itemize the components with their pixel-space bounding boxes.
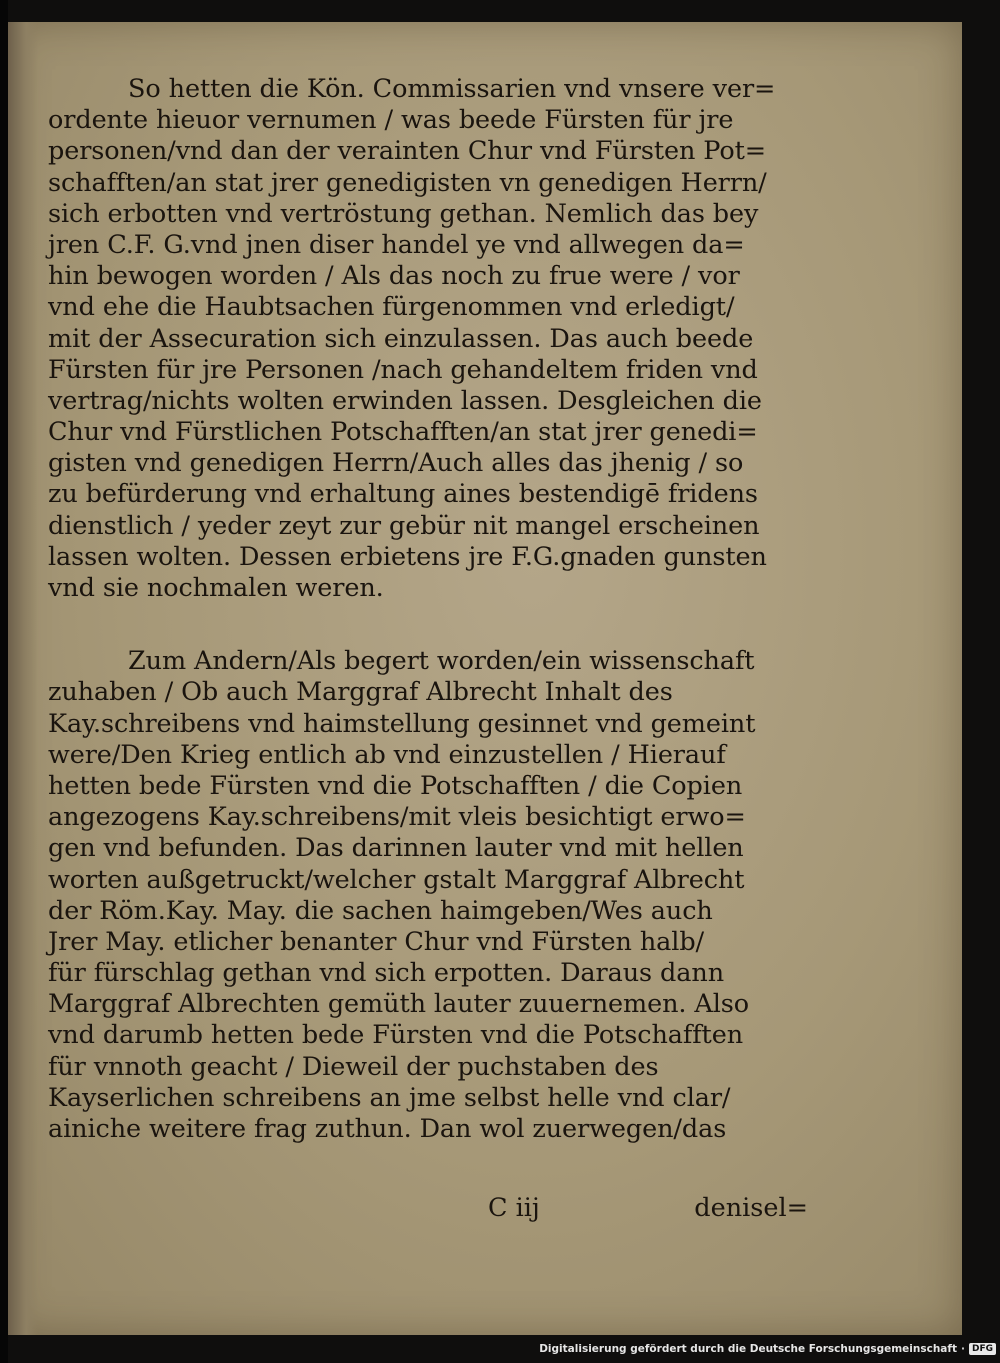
text-line: vnd sie nochmalen weren. — [48, 573, 384, 603]
text-line: worten außgetruckt/welcher gstalt Marggraf Albrecht — [48, 864, 745, 895]
text-line: personen/vnd dan der verainten Chur vnd Fürsten Pot= — [48, 136, 766, 167]
text-line: vnd darumb hetten bede Fürsten vnd die Potschafften — [48, 1020, 744, 1051]
digitization-credit — [539, 1339, 1000, 1359]
page-text — [48, 74, 808, 1145]
text-line: der Röm.Kay. May. die sachen haimgeben/Wes auch — [48, 895, 713, 926]
text-line: Marggraf Albrechten gemüth lauter zuuernemen. Also — [48, 989, 750, 1020]
paragraph-2 — [48, 646, 808, 1145]
credit-separator: · — [960, 1343, 965, 1355]
text-line: ordente hieuor vernumen / was beede Fürsten für jre — [48, 105, 734, 136]
text-line: Kay.schreibens vnd haimstellung gesinnet vnd gemeint — [48, 708, 756, 739]
text-line: were/Den Krieg entlich ab vnd einzustellen / Hierauf — [48, 739, 726, 770]
paragraph-1 — [48, 74, 808, 604]
text-line: schafften/an stat jrer genedigisten vn genedigen Herrn/ — [48, 167, 767, 198]
signature-line — [488, 1193, 808, 1223]
text-line: hin bewogen worden / Als das noch zu frue were / vor — [48, 261, 740, 292]
text-line: lassen wolten. Dessen erbietens jre F.G.gnaden gunsten — [48, 541, 767, 572]
text-line: sich erbotten vnd vertröstung gethan. Nemlich das bey — [48, 198, 759, 229]
book-page — [8, 22, 962, 1335]
text-line: für fürschlag gethan vnd sich erpotten. Daraus dann — [48, 958, 725, 989]
text-line: ainiche weitere frag zuthun. Dan wol zuerwegen/das — [48, 1114, 727, 1144]
text-line: Fürsten für jre Personen /nach gehandeltem friden vnd — [48, 354, 758, 385]
catchword: denisel= — [694, 1193, 808, 1223]
text-line: zuhaben / Ob auch Marggraf Albrecht Inhalt des — [48, 677, 673, 708]
page-gutter — [8, 22, 38, 1335]
text-line: Zum Andern/Als begert worden/ein wissenschaft — [128, 646, 755, 677]
text-line: gisten vnd genedigen Herrn/Auch alles das jhenig / so — [48, 448, 744, 479]
paragraph-gap — [48, 604, 808, 646]
text-line: mit der Assecuration sich einzulassen. Das auch beede — [48, 323, 754, 354]
text-line: gen vnd befunden. Das darinnen lauter vnd mit hellen — [48, 833, 744, 864]
text-line: vnd ehe die Haubtsachen fürgenommen vnd erledigt/ — [48, 292, 735, 323]
text-line: jren C.F. G.vnd jnen diser handel ye vnd allwegen da= — [48, 229, 745, 260]
text-line: Jrer May. etlicher benanter Chur vnd Fürsten halb/ — [48, 926, 705, 957]
text-line: So hetten die Kön. Commissarien vnd vnsere ver= — [128, 74, 776, 104]
text-line: für vnnoth geacht / Dieweil der puchstaben des — [48, 1051, 659, 1082]
scan-border — [0, 0, 8, 1363]
text-line: Kayserlichen schreibens an jme selbst helle vnd clar/ — [48, 1082, 731, 1113]
text-line: hetten bede Fürsten vnd die Potschafften / die Copien — [48, 770, 743, 801]
text-line: Chur vnd Fürstlichen Potschafften/an stat jrer genedi= — [48, 417, 758, 448]
text-line: angezogens Kay.schreibens/mit vleis besichtigt erwo= — [48, 802, 746, 833]
text-line: dienstlich / yeder zeyt zur gebür nit mangel erscheinen — [48, 510, 760, 541]
dfg-logo: DFG — [969, 1343, 996, 1355]
credit-text: Digitalisierung gefördert durch die Deutsche Forschungsgemeinschaft — [539, 1343, 957, 1355]
signature-mark: C iij — [488, 1193, 540, 1223]
text-line: zu befürderung vnd erhaltung aines bestendigē fridens — [48, 479, 758, 510]
text-line: vertrag/nichts wolten erwinden lassen. Desgleichen die — [48, 385, 762, 416]
